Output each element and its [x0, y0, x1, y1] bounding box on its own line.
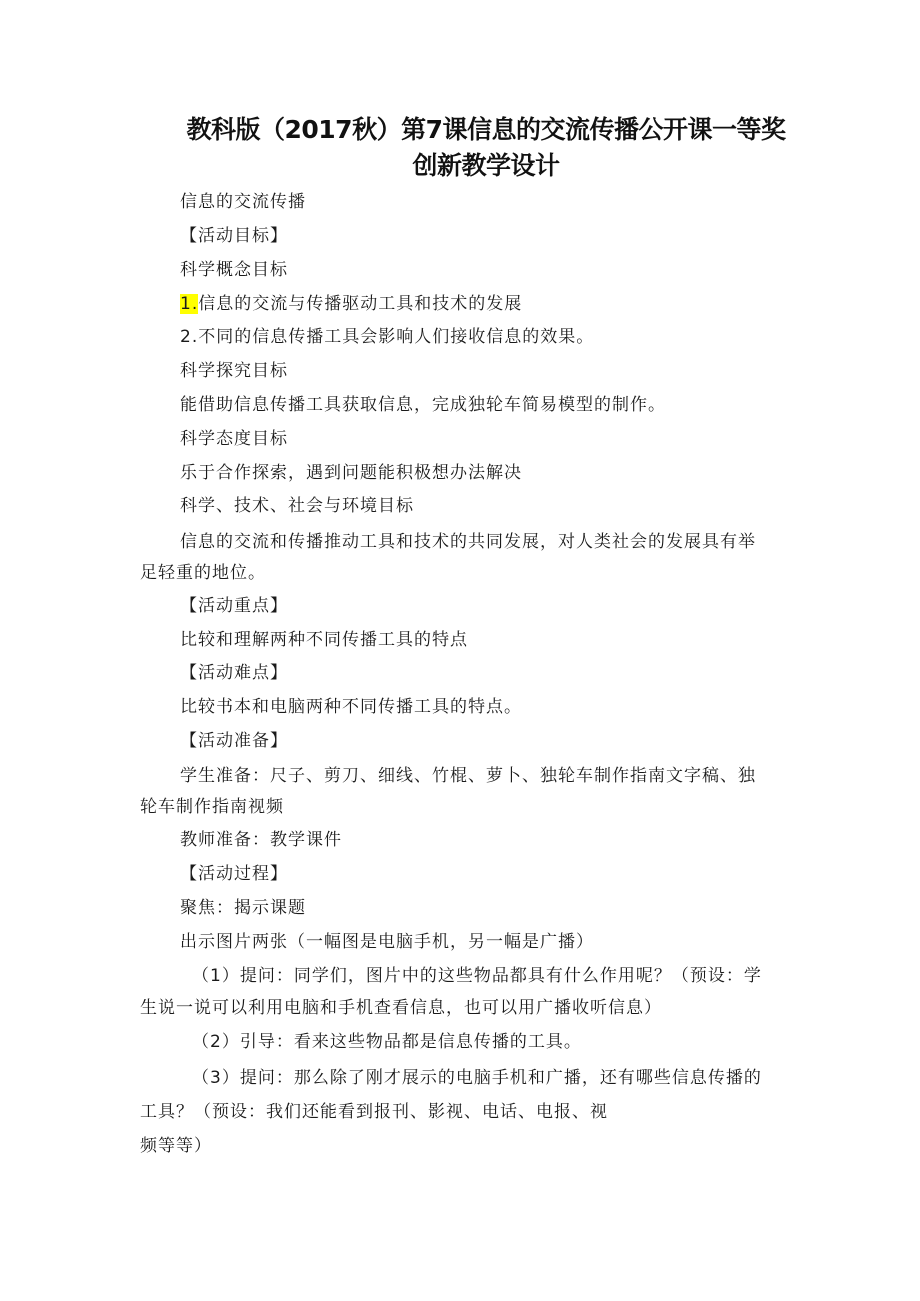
paragraph-question-1-line-1: （1）提问：同学们，图片中的这些物品都具有什么作用呢？（预设：学 [192, 966, 762, 986]
paragraph-stse-line-1: 信息的交流和传播推动工具和技术的共同发展，对人类社会的发展具有举 [180, 532, 756, 552]
list-item-1 [180, 292, 522, 316]
subheading-attitude-goal: 科学态度目标 [180, 429, 288, 449]
paragraph-question-1-line-2: 生说一说可以利用电脑和手机查看信息，也可以用广播收听信息） [140, 998, 662, 1018]
paragraph-teacher-prep: 教师准备：教学课件 [180, 830, 342, 850]
list-item-1-text: 信息的交流与传播驱动工具和技术的发展 [198, 294, 523, 314]
paragraph-key-points: 比较和理解两种不同传播工具的特点 [180, 630, 468, 650]
bracket-heading-process: 【活动过程】 [180, 864, 288, 884]
subheading-inquiry-goal: 科学探究目标 [180, 361, 288, 381]
paragraph-show-pictures: 出示图片两张（一幅图是电脑手机，另一幅是广播） [180, 932, 594, 952]
list-item-2: 2.不同的信息传播工具会影响人们接收信息的效果。 [180, 327, 595, 347]
document-title-line-2: 创新教学设计 [412, 151, 560, 180]
subheading-stse-goal: 科学、技术、社会与环境目标 [180, 496, 414, 516]
paragraph-stse-line-2: 足轻重的地位。 [140, 563, 266, 583]
paragraph-question-3-line-1: （3）提问：那么除了刚才展示的电脑手机和广播，还有哪些信息传播的 [192, 1068, 762, 1088]
paragraph-inquiry: 能借助信息传播工具获取信息，完成独轮车简易模型的制作。 [180, 395, 666, 415]
paragraph-guide-2: （2）引导：看来这些物品都是信息传播的工具。 [192, 1032, 582, 1052]
paragraph-question-3-line-3: 频等等） [140, 1136, 212, 1156]
bracket-heading-key-points: 【活动重点】 [180, 596, 288, 616]
bracket-heading-difficulties: 【活动难点】 [180, 663, 288, 683]
highlighted-number: 1. [180, 294, 199, 314]
paragraph-student-prep-line-1: 学生准备：尺子、剪刀、细线、竹棍、萝卜、独轮车制作指南文字稿、独 [180, 766, 756, 786]
paragraph-difficulties: 比较书本和电脑两种不同传播工具的特点。 [180, 697, 522, 717]
bracket-heading-objectives: 【活动目标】 [180, 226, 288, 246]
subheading-concept-goal: 科学概念目标 [180, 260, 288, 280]
paragraph-focus: 聚焦：揭示课题 [180, 898, 306, 918]
document-title-line-1: 教科版（2017秋）第7课信息的交流传播公开课一等奖 [186, 115, 786, 144]
paragraph-student-prep-line-2: 轮车制作指南视频 [140, 797, 284, 817]
bracket-heading-preparation: 【活动准备】 [180, 731, 288, 751]
paragraph-question-3-line-2: 工具？（预设：我们还能看到报刊、影视、电话、电报、视 [140, 1102, 608, 1122]
section-heading: 信息的交流传播 [180, 192, 306, 212]
paragraph-attitude: 乐于合作探索，遇到问题能积极想办法解决 [180, 463, 522, 483]
